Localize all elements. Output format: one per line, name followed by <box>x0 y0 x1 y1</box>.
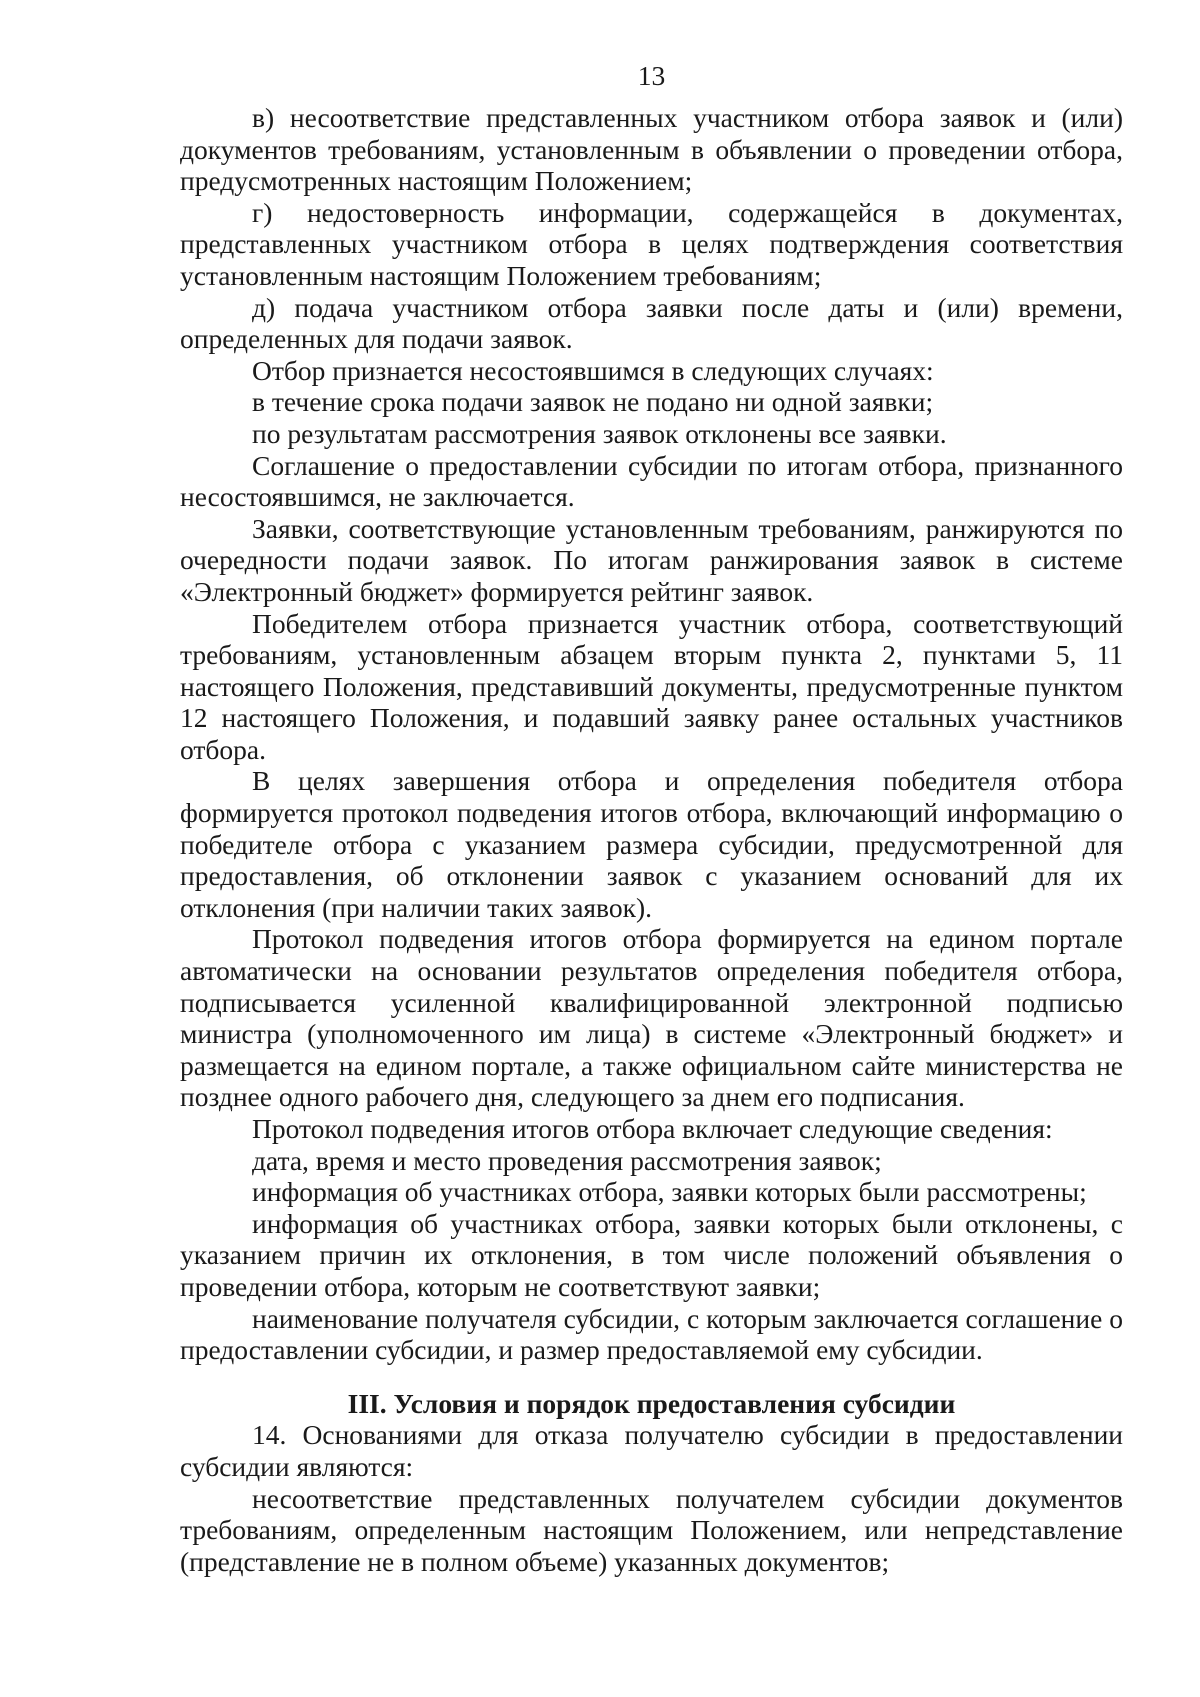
body-after-section <box>180 1419 1123 1577</box>
paragraph: В целях завершения отбора и определения победителя отбора формируется протокол подведения итогов отбора, включающий информацию о победителе отбора с указанием размера субсидии, предусмотренной для предоставления, об отклонении заявок с указанием оснований для их отклонения (при наличии таких заявок). <box>180 765 1123 923</box>
paragraph: информация об участниках отбора, заявки которых были рассмотрены; <box>252 1176 1087 1208</box>
paragraph: несоответствие представленных получателем субсидии документов требованиям, определенным настоящим Положением, или непредставление (представление не в полном объеме) указанных документов; <box>180 1482 1123 1577</box>
paragraph: Протокол подведения итогов отбора формируется на едином портале автоматически на основании результатов определения победителя отбора, подписывается усиленной квалифицированной электронной подписью министра (уполномоченного им лица) в системе «Электронный бюджет» и размещается на едином портале, а также официальном сайте министерства не позднее одного рабочего дня, следующего за днем его подписания. <box>180 923 1123 1113</box>
paragraph: Заявки, соответствующие установленным требованиям, ранжируются по очередности подачи заявок. По итогам ранжирования заявок в системе «Электронный бюджет» формируется рейтинг заявок. <box>180 512 1123 607</box>
paragraph: 14. Основаниями для отказа получателю субсидии в предоставлении субсидии являются: <box>180 1419 1123 1482</box>
paragraph: Протокол подведения итогов отбора включает следующие сведения: <box>252 1113 1053 1144</box>
paragraph: Соглашение о предоставлении субсидии по итогам отбора, признанного несостоявшимся, не заключается. <box>180 449 1123 513</box>
paragraph: в) несоответствие представленных участником отбора заявок и (или) документов требованиям, установленным в объявлении о проведении отбора, предусмотренных настоящим Положением; <box>180 102 1123 197</box>
paragraph: по результатам рассмотрения заявок отклонены все заявки. <box>252 417 947 449</box>
body-before-section <box>180 102 1123 1366</box>
section-title: III. Условия и порядок предоставления субсидии <box>347 1387 956 1419</box>
paragraph: информация об участниках отбора, заявки которых были отклонены, с указанием причин их отклонения, в том числе положений объявления о проведении отбора, которым не соответствуют заявки; <box>180 1207 1123 1302</box>
paragraph: в течение срока подачи заявок не подано ни одной заявки; <box>252 386 934 418</box>
paragraph: дата, время и место проведения рассмотрения заявок; <box>252 1144 882 1176</box>
paragraph: д) подача участником отбора заявки после даты и (или) времени, определенных для подачи заявок. <box>180 291 1123 355</box>
document-page <box>180 60 1123 1577</box>
paragraph: г) недостоверность информации, содержащейся в документах, представленных участником отбора в целях подтверждения соответствия установленным настоящим Положением требованиям; <box>180 196 1123 291</box>
paragraph: наименование получателя субсидии, с которым заключается соглашение о предоставлении субсидии, и размер предоставляемой ему субсидии. <box>180 1302 1123 1366</box>
paragraph: Победителем отбора признается участник отбора, соответствующий требованиям, установленным абзацем вторым пункта 2, пунктами 5, 11 настоящего Положения, представивший документы, предусмотренные пунктом 12 настоящего Положения, и подавший заявку ранее остальных участников отбора. <box>180 607 1123 765</box>
page-number: 13 <box>637 60 666 91</box>
paragraph: Отбор признается несостоявшимся в следующих случаях: <box>252 354 934 386</box>
